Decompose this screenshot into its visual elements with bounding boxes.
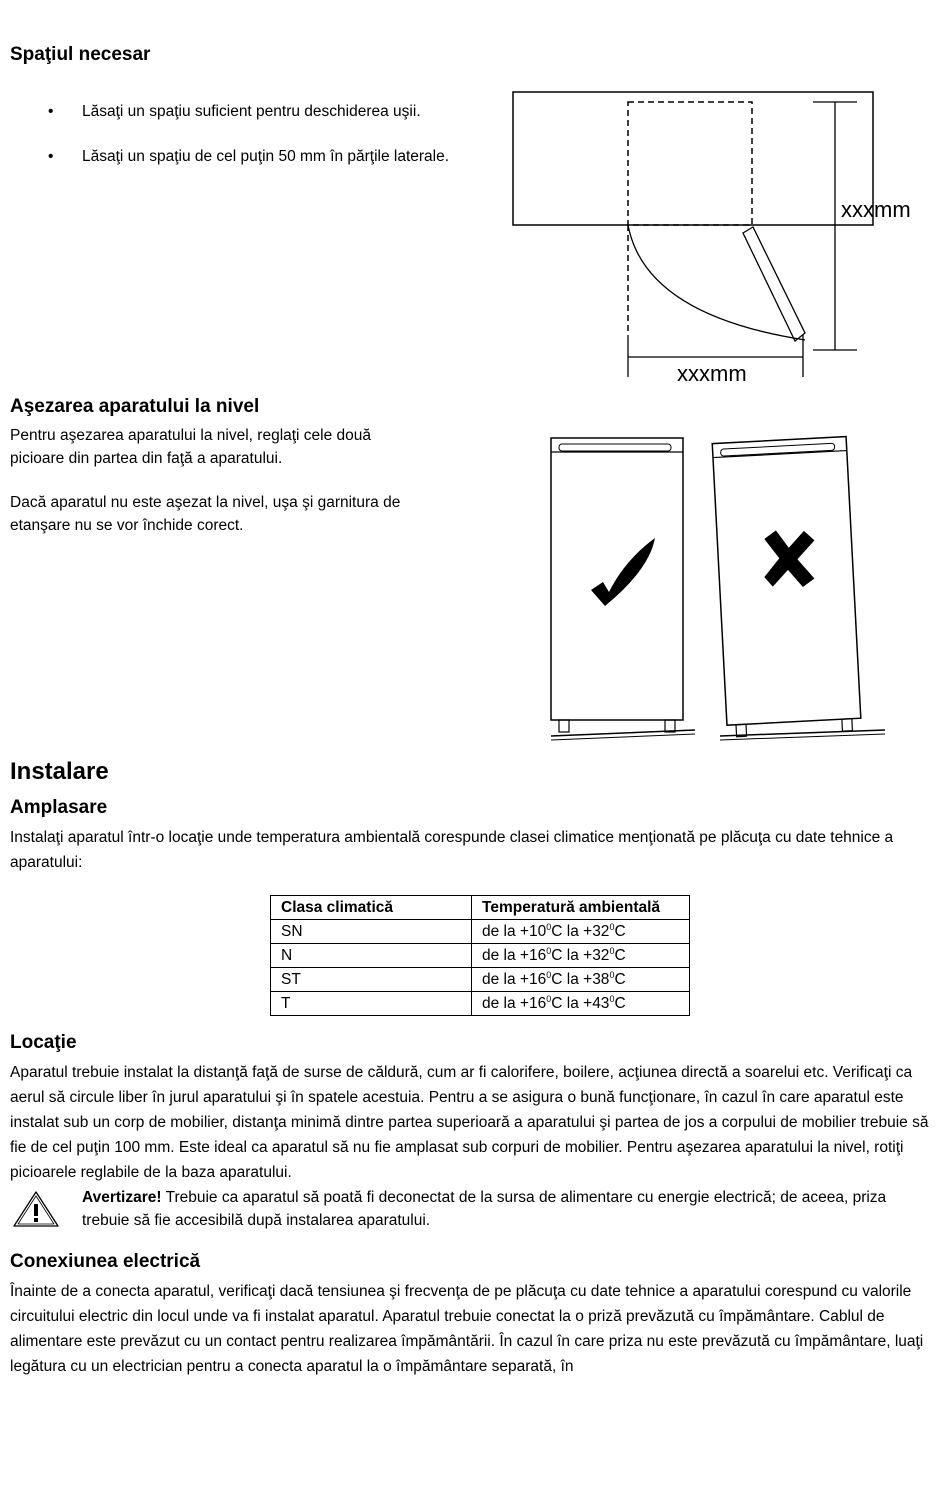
climate-temperature-cell bbox=[472, 992, 690, 1016]
location-heading: Locaţie bbox=[10, 1032, 77, 1053]
level-diagram bbox=[545, 430, 945, 745]
temperature-part: de la + bbox=[482, 971, 529, 989]
level-appliance-correct bbox=[551, 438, 695, 740]
degree-mark: 0 bbox=[609, 945, 615, 956]
temperature-part: de la + bbox=[482, 923, 529, 941]
temperature-part: C bbox=[614, 971, 626, 989]
temperature-part: 32 bbox=[592, 923, 610, 941]
space-bullet-1 bbox=[10, 103, 500, 121]
climate-class-cell: N bbox=[271, 944, 472, 968]
warning-block bbox=[10, 1186, 935, 1232]
temperature-part: C bbox=[614, 995, 626, 1013]
location-text: Aparatul trebuie instalat la distanţă faţă de surse de căldură, cum ar fi calorifere, boilere, acţiunea directă a soarelui etc. Verificaţi ca aerul să circule liber în jurul aparatului şi în spatele acestuia. Pentru a se asigura o bună funcţionare, în cazul în care aparatul este instalat sub un corp de mobilier, distanţa minimă dintre partea superioară a aparatului şi partea de jos a corpului de mobilier trebuie să fie de cel puţin 100 mm. Este ideal ca aparatul să nu fie amplasat sub corpuri de mobilier. Pentru aşezarea aparatului la nivel, rotiţi picioarele reglabile de la baza aparatului. bbox=[10, 1064, 929, 1181]
climate-class-cell: SN bbox=[271, 920, 472, 944]
temperature-part: de la + bbox=[482, 947, 529, 965]
level-para-1: Pentru aşezarea aparatului la nivel, reglaţi cele două picioare din partea din faţă a aparatului. bbox=[10, 427, 372, 467]
temperature-part: C la + bbox=[551, 947, 593, 965]
electric-heading: Conexiunea electrică bbox=[10, 1251, 201, 1272]
check-mark-icon bbox=[591, 538, 655, 606]
dim-horizontal-label: xxxmm bbox=[677, 361, 747, 386]
climate-table-row bbox=[271, 992, 690, 1016]
climate-class-cell: T bbox=[271, 992, 472, 1016]
temperature-part: C la + bbox=[551, 995, 593, 1013]
climate-col-class: Clasa climatică bbox=[271, 896, 472, 920]
temperature-part: C la + bbox=[551, 971, 593, 989]
temperature-part: C bbox=[614, 923, 626, 941]
electric-text: Înainte de a conecta aparatul, verificaţi dacă tensiunea şi frecvenţa de pe plăcuţa cu date tehnice a aparatului corespund cu valorile circuitului electric din locul unde va fi instalat aparatul. Aparatul trebuie conectat la o priză prevăzută cu împământare. Cablul de alimentare este prevăzut cu un contact pentru realizarea împământării. În cazul în care priza nu este prevăzută cu împământare, luaţi legătura cu un electrician pentru a conecta aparatul la o împământare separată, în bbox=[10, 1283, 924, 1375]
open-door-panel bbox=[743, 227, 805, 341]
climate-table-header bbox=[271, 896, 690, 920]
degree-mark: 0 bbox=[609, 921, 615, 932]
climate-table bbox=[270, 895, 690, 1016]
door-clearance-diagram bbox=[505, 85, 945, 390]
temperature-part: 16 bbox=[528, 971, 547, 989]
climate-table-row bbox=[271, 968, 690, 992]
degree-mark: 0 bbox=[546, 945, 552, 956]
climate-col-temperature: Temperatură ambientală bbox=[472, 896, 690, 920]
dim-vertical-label: xxxmm bbox=[841, 197, 911, 222]
temperature-part: 16 bbox=[528, 947, 547, 965]
install-intro: Instalaţi aparatul într-o locaţie unde temperatura ambientală corespunde clasei climatice menţionată pe plăcuţa cu date tehnice a aparatului: bbox=[10, 829, 894, 871]
degree-mark: 0 bbox=[546, 921, 552, 932]
space-bullet-2 bbox=[10, 148, 505, 166]
temperature-part: C la + bbox=[551, 923, 593, 941]
install-sub-heading: Amplasare bbox=[10, 797, 108, 818]
climate-class-cell: ST bbox=[271, 968, 472, 992]
space-bullet-text: Lăsaţi un spaţiu suficient pentru deschiderea uşii. bbox=[82, 103, 421, 120]
door-swing-arc bbox=[628, 225, 805, 340]
degree-mark: 0 bbox=[546, 993, 552, 1004]
degree-mark: 0 bbox=[546, 969, 552, 980]
level-appliance-incorrect bbox=[712, 437, 861, 738]
install-heading: Instalare bbox=[10, 758, 109, 785]
climate-table-row bbox=[271, 944, 690, 968]
bullet-dot: • bbox=[48, 103, 54, 120]
warning-triangle-icon bbox=[10, 1188, 70, 1232]
space-heading: Spaţiul necesar bbox=[10, 44, 151, 65]
bullet-dot: • bbox=[48, 148, 54, 165]
level-heading: Aşezarea aparatului la nivel bbox=[10, 396, 260, 417]
temperature-part: 43 bbox=[592, 995, 610, 1013]
temperature-part: C bbox=[614, 947, 626, 965]
level-para-2: Dacă aparatul nu este aşezat la nivel, uşa şi garnitura de etanşare nu se vor închide corect. bbox=[10, 494, 401, 534]
warning-text-wrap bbox=[82, 1186, 935, 1232]
degree-mark: 0 bbox=[609, 969, 615, 980]
temperature-part: 10 bbox=[528, 923, 547, 941]
climate-temperature-cell bbox=[472, 920, 690, 944]
temperature-part: 32 bbox=[592, 947, 610, 965]
warning-text: Trebuie ca aparatul să poată fi deconectat de la sursa de alimentare cu energie electrică; de aceea, priza trebuie să fie accesibilă după instalarea aparatului. bbox=[82, 1189, 887, 1229]
climate-temperature-cell bbox=[472, 968, 690, 992]
temperature-part: 16 bbox=[528, 995, 547, 1013]
space-bullet-text: Lăsaţi un spaţiu de cel puţin 50 mm în părţile laterale. bbox=[82, 148, 450, 165]
degree-mark: 0 bbox=[609, 993, 615, 1004]
appliance-top-outline bbox=[513, 92, 873, 225]
appliance-body-dashed bbox=[628, 102, 752, 225]
climate-temperature-cell bbox=[472, 944, 690, 968]
temperature-part: de la + bbox=[482, 995, 529, 1013]
warning-label: Avertizare! bbox=[82, 1189, 162, 1206]
climate-table-row bbox=[271, 920, 690, 944]
cross-mark-icon bbox=[762, 528, 817, 589]
temperature-part: 38 bbox=[592, 971, 610, 989]
